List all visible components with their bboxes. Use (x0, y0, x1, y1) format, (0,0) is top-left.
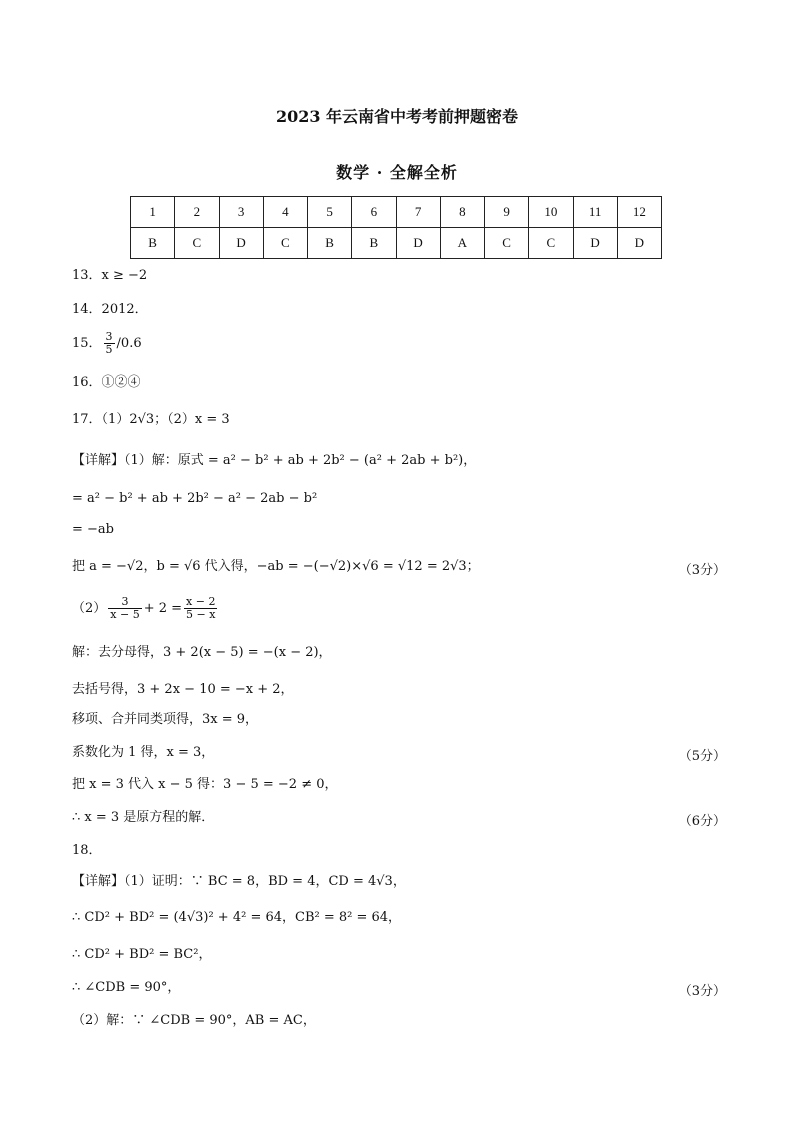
detail-17-line-2: = a² − b² + ab + 2b² − a² − 2ab − b² (72, 491, 318, 506)
question-number-cell: 1 (131, 197, 175, 228)
detail-17-line-4: 把 a = −√2，b = √6 代入得，−ab = −(−√2)×√6 = √12 = 2√3； (72, 559, 480, 574)
answer-cell: B (131, 228, 175, 259)
question-number-cell: 10 (529, 197, 573, 228)
answer-cell: C (263, 228, 307, 259)
question-number-cell: 2 (175, 197, 219, 228)
numerator: 3 (108, 596, 141, 609)
answer-cell: C (175, 228, 219, 259)
page-title: 2023 年云南省中考考前押题密卷 (275, 107, 519, 126)
detail-17-line-6: 解：去分母得，3 + 2(x − 5) = −(x − 2)， (72, 645, 332, 660)
answer-cell: D (617, 228, 661, 259)
answer-14: 14．2012． (72, 302, 148, 317)
detail-17-line-11: ∴ x = 3 是原方程的解． (72, 810, 215, 825)
answer-cell: D (219, 228, 263, 259)
detail-18-line-4: ∴ ∠CDB = 90°， (72, 980, 181, 995)
answer-15 (72, 331, 142, 356)
answer-cell: D (396, 228, 440, 259)
question-number-cell: 12 (617, 197, 661, 228)
answer-13: 13．x ≥ −2 (72, 268, 148, 283)
detail-18-line-2: ∴ CD² + BD² = (4√3)² + 4² = 64，CB² = 8² = 64， (72, 910, 402, 925)
score-3-points: （3分） (678, 563, 726, 578)
question-number-cell: 6 (352, 197, 396, 228)
answer-table (130, 196, 662, 259)
score-3-points: （3分） (678, 984, 726, 999)
question-number-cell: 7 (396, 197, 440, 228)
answer-cell: B (352, 228, 396, 259)
denominator: x − 5 (110, 608, 140, 621)
question-number-cell: 11 (573, 197, 617, 228)
detail-17-line-8: 移项、合并同类项得，3x = 9， (72, 712, 259, 727)
answer-cell: C (529, 228, 573, 259)
question-number-cell: 3 (219, 197, 263, 228)
detail-17-line-5 (72, 596, 219, 621)
question-number-cell: 9 (485, 197, 529, 228)
denominator: 5 − x (186, 608, 216, 621)
detail-18-line-5: （2）解：∵ ∠CDB = 90°，AB = AC， (72, 1013, 316, 1028)
question-number-cell: 8 (440, 197, 484, 228)
answer-15-suffix: /0.6 (116, 336, 142, 351)
question-number-cell: 5 (308, 197, 352, 228)
question-number-cell: 4 (263, 197, 307, 228)
detail-18-line-1: 【详解】（1）证明：∵ BC = 8，BD = 4，CD = 4√3， (72, 874, 406, 889)
numerator: 3 (105, 330, 113, 343)
answer-15-prefix: 15． (72, 336, 102, 351)
detail-17-line-7: 去括号得，3 + 2x − 10 = −x + 2， (72, 682, 294, 697)
answer-table-numbers-row (131, 197, 662, 228)
score-6-points: （6分） (678, 814, 726, 829)
detail-17-line-3: = −ab (72, 522, 114, 537)
numerator: x − 2 (186, 595, 216, 608)
answer-cell: A (440, 228, 484, 259)
answer-table-answers-row (131, 228, 662, 259)
part-2-label: （2） (72, 601, 107, 616)
page-subtitle: 数学 · 全解全析 (336, 163, 458, 182)
fraction (108, 596, 141, 621)
answer-18: 18． (72, 843, 102, 858)
equation-middle: + 2 = (143, 601, 183, 616)
answer-cell: D (573, 228, 617, 259)
fraction (184, 596, 217, 621)
denominator: 5 (105, 343, 113, 356)
detail-17-line-10: 把 x = 3 代入 x − 5 得：3 − 5 = −2 ≠ 0， (72, 777, 338, 792)
fraction (104, 331, 115, 356)
detail-17-line-9: 系数化为 1 得，x = 3， (72, 745, 215, 760)
answer-cell: C (485, 228, 529, 259)
answer-17: 17．（1）2√3；（2）x = 3 (72, 412, 230, 427)
answer-cell: B (308, 228, 352, 259)
detail-18-line-3: ∴ CD² + BD² = BC²， (72, 947, 212, 962)
score-5-points: （5分） (678, 749, 726, 764)
detail-17-line-1: 【详解】（1）解：原式 = a² − b² + ab + 2b² − (a² + 2ab + b²)， (72, 453, 477, 468)
answer-16: 16．①②④ (72, 375, 141, 390)
